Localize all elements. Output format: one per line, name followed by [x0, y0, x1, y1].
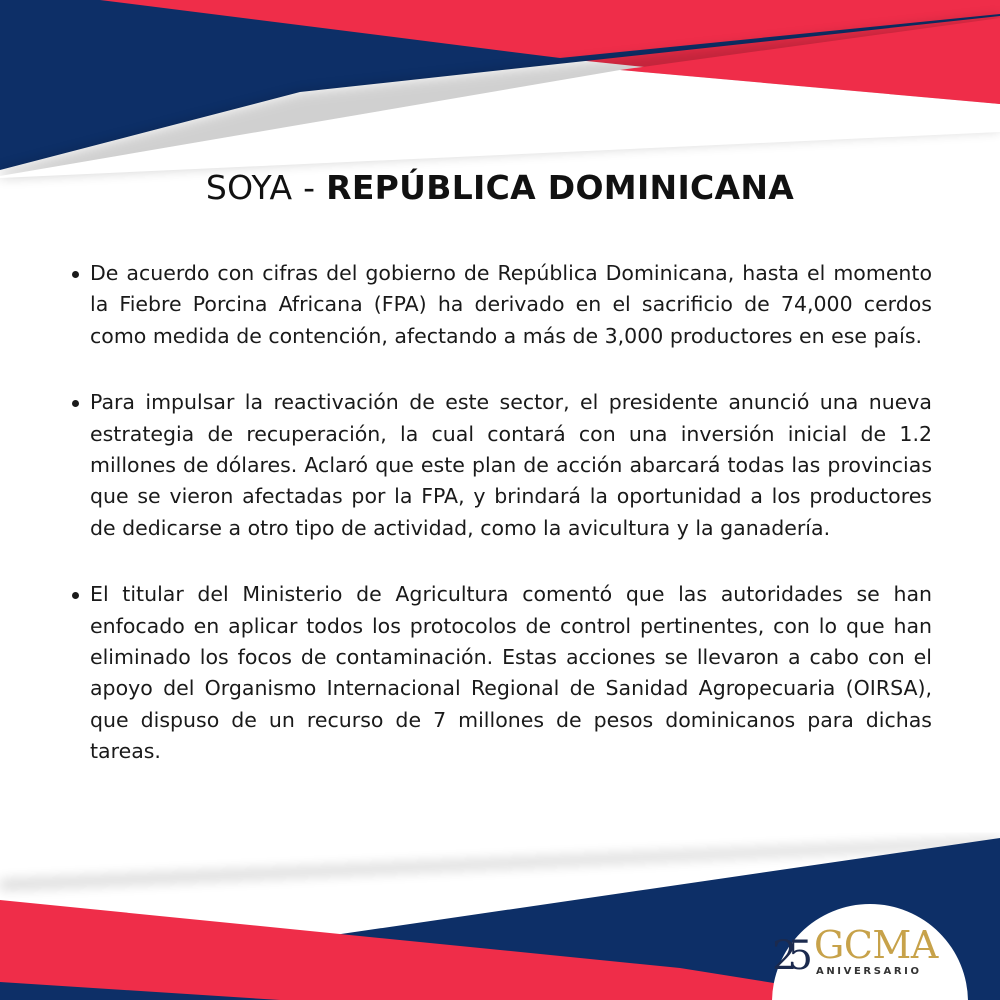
- bullet-text: El titular del Ministerio de Agricultura comentó que las autoridades se han enfocado en aplicar todos los protocolos de control pertinentes, con lo que han eliminado los focos de contaminación. Estas acciones se llevaron a cabo con el apoyo del Organismo Internacional Regional de Sanidad Agropecuaria (OIRSA), que dispuso de un recurso de 7 millones de pesos dominicanos para dichas tareas.: [90, 582, 932, 764]
- bullet-text: De acuerdo con cifras del gobierno de República Dominicana, hasta el momento la Fiebre Porcina Africana (FPA) ha derivado en el sacrificio de 74,000 cerdos como medida de contención, afectando a más de 3,000 productores en ese país.: [90, 261, 932, 348]
- bullet-text: Para impulsar la reactivación de este sector, el presidente anunció una nueva estrategia de recuperación, la cual contará con una inversión inicial de 1.2 millones de dólares. Aclaró que este plan de acción abarcará todas las provincias que se vieron afectadas por la FPA, y brindará la oportunidad a los productores de dedicarse a otro tipo de actividad, como la avicultura y la ganadería.: [90, 390, 932, 540]
- bullet-dot-icon: [72, 271, 79, 278]
- logo-name: GCMA: [814, 923, 938, 967]
- bullet-dot-icon: [72, 400, 79, 407]
- logo-anniversary-number: 25: [772, 933, 803, 979]
- bullet-item: [72, 258, 932, 352]
- page-title: [0, 168, 1000, 207]
- title-prefix: SOYA -: [205, 168, 327, 207]
- bullet-dot-icon: [72, 592, 79, 599]
- gcma-logo: [748, 922, 1000, 1000]
- logo-subtitle: ANIVERSARIO: [816, 966, 922, 977]
- bullet-list: [72, 258, 932, 803]
- title-main: REPÚBLICA DOMINICANA: [326, 168, 795, 207]
- bullet-item: [72, 579, 932, 767]
- bullet-item: [72, 387, 932, 544]
